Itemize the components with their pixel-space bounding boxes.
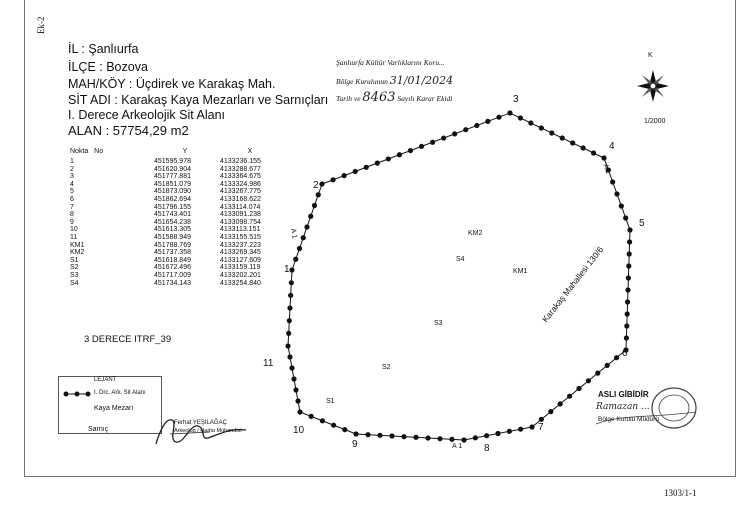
- table-cell-x: 4133254.840: [220, 279, 261, 287]
- table-cell-y: 451777.881: [154, 173, 191, 181]
- vertex-label-7: 7: [538, 422, 544, 433]
- signature-title: Arkeolog / Harita Mühendisi: [174, 428, 242, 434]
- boundary-dot: [624, 323, 629, 328]
- legend-item-kaya-mezari: Kaya Mezarı: [94, 405, 134, 412]
- boundary-dot: [449, 437, 454, 442]
- boundary-dot: [293, 257, 298, 262]
- boundary-dot: [425, 435, 430, 440]
- boundary-dot: [289, 267, 294, 272]
- table-cell-y: 451595.978: [154, 158, 191, 165]
- boundary-dot: [548, 409, 553, 414]
- table-cell-y: 451654.238: [154, 218, 191, 226]
- table-cell-y: 451717.009: [154, 271, 191, 279]
- boundary-dot: [342, 427, 347, 432]
- table-cell-x: 4133364.675: [220, 173, 261, 181]
- boundary-dot: [287, 354, 292, 359]
- table-cell-y: 451588.949: [154, 233, 191, 241]
- boundary-dot: [495, 431, 500, 436]
- datum-label: 3 DERECE ITRF_39: [84, 334, 172, 345]
- table-cell-x: 4133113.151: [220, 226, 261, 234]
- boundary-dot: [452, 131, 457, 136]
- boundary-dot: [605, 363, 610, 368]
- table-header-nokta: Nokta No: [70, 148, 104, 156]
- table-cell-y: 451613.305: [154, 226, 191, 234]
- boundary-dot: [623, 215, 628, 220]
- boundary-dot: [331, 423, 336, 428]
- boundary-dot: [461, 437, 466, 442]
- table-cell-point: S2: [70, 264, 79, 272]
- table-header-x: X: [247, 148, 253, 156]
- boundary-dot: [316, 192, 321, 197]
- side-label: Ek-2: [36, 16, 46, 34]
- stamp-note-line3-prefix: Tarih ve: [336, 94, 361, 103]
- boundary-dot: [595, 371, 600, 376]
- stamp-line2: Ramazan ...: [596, 402, 650, 412]
- table-cell-y: 451851.079: [154, 180, 191, 188]
- boundary-dot: [625, 287, 630, 292]
- header-il: İL : Şanlıurfa: [68, 42, 139, 56]
- boundary-dot: [353, 169, 358, 174]
- boundary-dot: [419, 144, 424, 149]
- vertex-label-2: 2: [313, 180, 319, 191]
- boundary-dot: [389, 433, 394, 438]
- boundary-dot: [518, 115, 523, 120]
- boundary-dot: [624, 335, 629, 340]
- feature-km2: KM2: [468, 230, 483, 237]
- boundary-dot: [342, 173, 347, 178]
- table-cell-point: 11: [70, 233, 78, 241]
- feature-s2: S2: [382, 364, 391, 371]
- boundary-dot: [365, 432, 370, 437]
- boundary-dot: [295, 398, 300, 403]
- boundary-dot: [614, 191, 619, 196]
- table-cell-point: 4: [70, 180, 74, 188]
- boundary-dot: [364, 165, 369, 170]
- boundary-dot: [591, 150, 596, 155]
- table-cell-y: 451743.401: [154, 211, 191, 219]
- vertex-label-11: 11: [263, 358, 274, 369]
- boundary-dot: [507, 429, 512, 434]
- stamp-note-line3-suffix: Sayılı Karar Ekidi: [397, 94, 453, 103]
- header-alan: ALAN : 57754,29 m2: [68, 123, 189, 138]
- boundary-dot: [289, 280, 294, 285]
- table-cell-point: 7: [70, 203, 74, 211]
- scale-label: 1/2000: [644, 118, 666, 125]
- boundary-dot: [518, 427, 523, 432]
- stamp-note-line1: Şanlıurfa Kültür Varlıklarını Koru...: [336, 58, 445, 67]
- boundary-dot: [291, 376, 296, 381]
- header-mahkoy: MAH/KÖY : Üçdirek ve Karakaş Mah.: [68, 77, 276, 91]
- boundary-dot: [401, 434, 406, 439]
- boundary-dot: [377, 433, 382, 438]
- boundary-dot: [304, 224, 309, 229]
- boundary-dot: [463, 127, 468, 132]
- north-label: K: [648, 52, 653, 59]
- table-cell-point: 2: [70, 165, 74, 173]
- boundary-dot: [408, 148, 413, 153]
- table-cell-y: 451873.090: [154, 188, 191, 196]
- table-cell-point: KM2: [70, 249, 85, 257]
- boundary-dot: [625, 311, 630, 316]
- boundary-dot: [353, 431, 358, 436]
- feature-km1: KM1: [513, 268, 528, 275]
- boundary-dot: [319, 181, 324, 186]
- table-cell-y: 451618.849: [154, 256, 191, 264]
- boundary-dot: [549, 130, 554, 135]
- legend-item-sarnic: Sarnıç: [88, 426, 109, 433]
- table-cell-x: 4133267.775: [220, 188, 261, 196]
- vertex-label-8: 8: [484, 443, 490, 454]
- legend-title: LEJANT: [94, 377, 117, 383]
- table-cell-y: 451734.143: [154, 279, 191, 287]
- boundary-dot: [484, 433, 489, 438]
- legend-boundary-symbol-icon: [62, 390, 92, 398]
- table-cell-x: 4133168.622: [220, 195, 261, 203]
- table-cell-x: 4133159.119: [220, 264, 261, 272]
- boundary-dot: [626, 275, 631, 280]
- stamp-note-decision-no: 8463: [362, 90, 396, 105]
- table-cell-point: 3: [70, 173, 74, 181]
- vertex-label-6: 6: [622, 348, 628, 359]
- header-sit-adi: SİT ADI : Karakaş Kaya Mezarları ve Sarnıçları: [68, 93, 329, 107]
- table-cell-x: 4133269.345: [220, 249, 261, 257]
- table-cell-x: 4133114.074: [220, 203, 261, 211]
- boundary-dot: [627, 251, 632, 256]
- boundary-dot: [441, 135, 446, 140]
- table-cell-x: 4133288.677: [220, 165, 261, 173]
- boundary-dot: [289, 365, 294, 370]
- boundary-dot: [627, 227, 632, 232]
- boundary-dot: [312, 203, 317, 208]
- table-cell-point: 8: [70, 211, 74, 219]
- table-cell-point: 1: [70, 158, 74, 165]
- table-cell-x: 4133098.754: [220, 218, 261, 226]
- boundary-dot: [413, 435, 418, 440]
- stamp-line3: Bölge Kurulu Müdürü: [598, 416, 660, 423]
- boundary-dot: [570, 140, 575, 145]
- boundary-dot: [539, 125, 544, 130]
- boundary-dot: [586, 378, 591, 383]
- table-cell-x: 4133091.238: [220, 211, 261, 219]
- header-ilce: İLÇE : Bozova: [68, 60, 148, 74]
- boundary-dot: [285, 343, 290, 348]
- table-cell-y: 451672.496: [154, 264, 191, 272]
- boundary-dot: [286, 331, 291, 336]
- boundary-dot: [437, 436, 442, 441]
- boundary-dot: [375, 161, 380, 166]
- boundary-dot: [496, 115, 501, 120]
- boundary-dot: [558, 401, 563, 406]
- table-header-y: Y: [182, 148, 188, 156]
- vertex-label-9: 9: [352, 439, 358, 450]
- signature-name: Ferhat YEŞILAĞAÇ: [174, 420, 227, 426]
- boundary-dot: [485, 119, 490, 124]
- table-cell-x: 4133236.155: [220, 158, 261, 165]
- boundary-dot: [474, 123, 479, 128]
- boundary-dot: [386, 156, 391, 161]
- vertex-label-5: 5: [639, 218, 645, 229]
- stamp-line1: ASLI GİBİDİR: [598, 390, 649, 399]
- header-derece: I. Derece Arkeolojik Sit Alanı: [68, 108, 226, 122]
- boundary-dot: [576, 386, 581, 391]
- table-cell-point: S3: [70, 271, 79, 279]
- axis-mark-west: A 1: [289, 228, 298, 240]
- table-cell-point: 6: [70, 195, 74, 203]
- boundary-dot: [581, 145, 586, 150]
- boundary-dot: [320, 418, 325, 423]
- page-number: 1303/1-1: [664, 488, 697, 498]
- boundary-dot: [627, 239, 632, 244]
- vertex-label-10: 10: [293, 425, 305, 436]
- feature-s1: S1: [326, 398, 335, 405]
- boundary-dot: [601, 155, 606, 160]
- table-cell-x: 4133237.223: [220, 241, 261, 249]
- table-cell-y: 451620.904: [154, 165, 191, 173]
- boundary-dot: [301, 235, 306, 240]
- table-cell-y: 451796.155: [154, 203, 191, 211]
- table-cell-x: 4133127.609: [220, 256, 261, 264]
- boundary-dot: [287, 318, 292, 323]
- boundary-dot: [626, 263, 631, 268]
- axis-mark-south: A 1: [452, 443, 463, 450]
- road-label: Karakaş Mahallesi 130/6: [540, 244, 606, 325]
- boundary-dot: [330, 177, 335, 182]
- boundary-dot: [308, 214, 313, 219]
- table-cell-point: 5: [70, 188, 74, 196]
- boundary-dot: [473, 435, 478, 440]
- axis-mark-east: A 1: [601, 163, 612, 175]
- boundary-dot: [309, 414, 314, 419]
- table-cell-point: S4: [70, 279, 79, 287]
- table-cell-y: 451788.769: [154, 241, 191, 249]
- boundary-dot: [619, 203, 624, 208]
- table-cell-x: 4133324.986: [220, 180, 261, 188]
- boundary-dot: [430, 140, 435, 145]
- boundary-dot: [625, 299, 630, 304]
- table-cell-point: KM1: [70, 241, 85, 249]
- boundary-dot: [610, 179, 615, 184]
- table-cell-point: S1: [70, 256, 79, 264]
- table-cell-y: 451737.358: [154, 249, 191, 257]
- boundary-dot: [397, 152, 402, 157]
- boundary-dot: [567, 394, 572, 399]
- vertex-label-3: 3: [513, 94, 519, 105]
- feature-s3: S3: [434, 320, 443, 327]
- table-cell-point: 10: [70, 226, 78, 234]
- vertex-label-1: 1: [284, 264, 290, 275]
- stamp-note-line2-prefix: Bölge Kurulunun: [336, 77, 388, 86]
- table-cell-x: 4133155.515: [220, 233, 261, 241]
- legend-item-sit-alani: I. Drc. Ark. Sit Alanı: [94, 390, 146, 396]
- table-cell-point: 9: [70, 218, 74, 226]
- boundary-dot: [560, 135, 565, 140]
- boundary-dot: [528, 120, 533, 125]
- table-cell-x: 4133202.201: [220, 271, 261, 279]
- boundary-dot: [614, 355, 619, 360]
- boundary-dot: [287, 305, 292, 310]
- table-cell-y: 451862.694: [154, 195, 191, 203]
- boundary-dot: [297, 409, 302, 414]
- boundary-dot: [529, 424, 534, 429]
- feature-s4: S4: [456, 256, 465, 263]
- boundary-dot: [297, 246, 302, 251]
- boundary-dot: [293, 387, 298, 392]
- vertex-label-4: 4: [609, 141, 615, 152]
- boundary-dot: [507, 110, 512, 115]
- stamp-note-date: 31/01/2024: [389, 74, 454, 87]
- boundary-dot: [288, 293, 293, 298]
